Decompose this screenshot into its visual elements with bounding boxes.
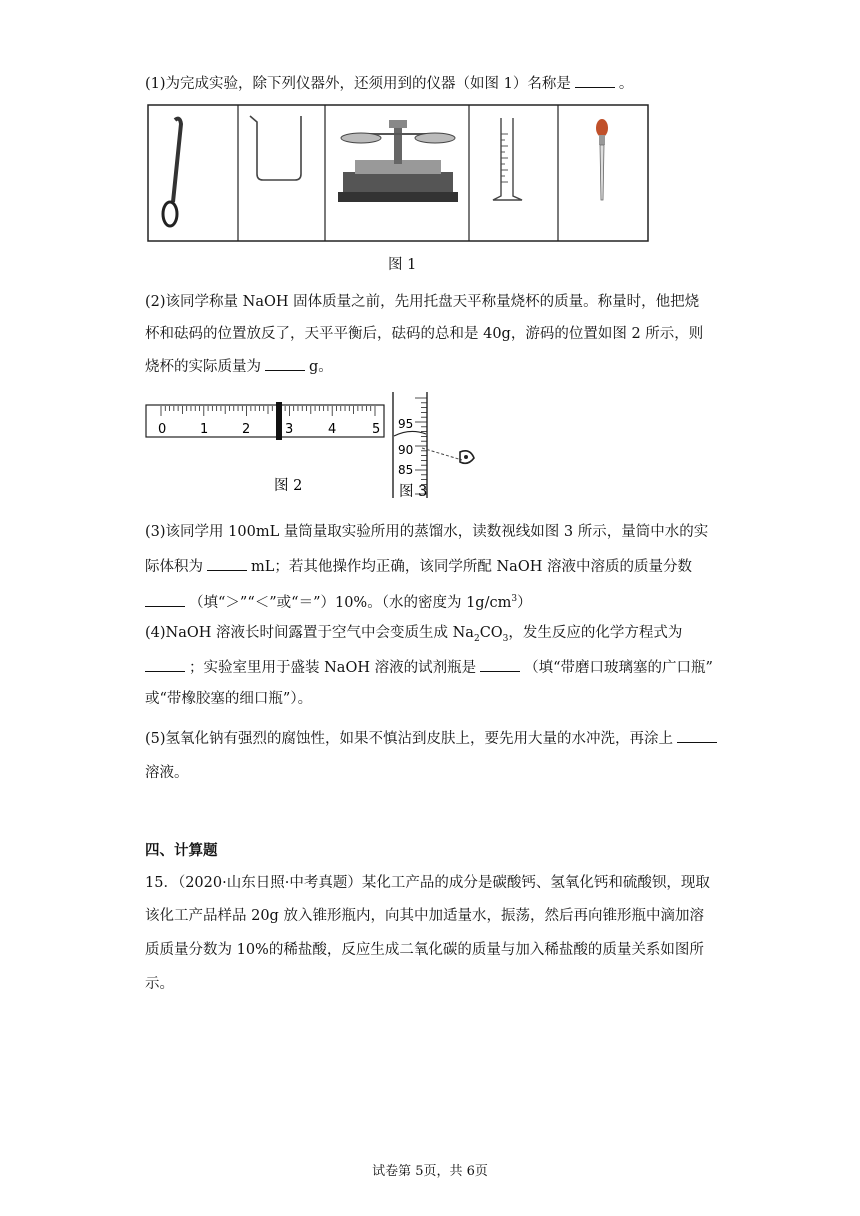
answer-blank (145, 592, 185, 607)
section-heading: 四、计算题 (145, 842, 218, 859)
medicine-spoon-icon (163, 119, 181, 226)
figure-3-caption: 图 3 (399, 484, 428, 500)
figure-1-caption: 图 1 (388, 257, 417, 273)
q3-line3: （填“＞”“＜”或“＝”）10%。（水的密度为 $1g/cm^3$） (145, 589, 532, 613)
dropper-icon (596, 119, 608, 200)
q4-line1: (4)NaOH 溶液长时间露置于空气中会变质生成 $Na_2CO_3$，发生反应的化学方程式为 (145, 625, 683, 644)
answer-blank (677, 728, 717, 743)
ruler-label-5: 5 (372, 422, 381, 437)
ruler-label-0: 0 (158, 422, 167, 437)
cylinder-reading-diagram (393, 392, 474, 498)
q15-line2: 该化工产品样品 20g 放入锥形瓶内，向其中加适量水，振荡，然后再向锥形瓶中滴加溶 (145, 908, 704, 924)
q4-line3: 或“带橡胶塞的细口瓶”）。 (145, 691, 313, 707)
answer-blank (145, 657, 185, 672)
figure-1-instruments (147, 104, 649, 242)
q15-line3: 质质量分数为 10%的稀盐酸，反应生成二氧化碳的质量与加入稀盐酸的质量关系如图所 (145, 942, 704, 958)
balance-scale-icon (338, 120, 458, 202)
rider-marker (276, 402, 282, 440)
answer-blank (480, 657, 520, 672)
q4-line2: ；实验室里用于盛装 NaOH 溶液的试剂瓶是 （填“带磨口玻璃塞的广口瓶” (145, 657, 713, 678)
graduated-cylinder-icon (493, 118, 522, 200)
cylinder-label-95: 95 (398, 417, 414, 431)
answer-blank (575, 73, 615, 88)
q5-line2: 溶液。 (145, 765, 189, 781)
ruler-label-4: 4 (328, 422, 337, 437)
balance-rider-ruler (146, 402, 384, 440)
q3-line1: (3)该同学用 100mL 量筒量取实验所用的蒸馏水，读数视线如图 3 所示，量筒中水的实 (145, 524, 709, 540)
q5-line1: (5)氢氧化钠有强烈的腐蚀性，如果不慎沾到皮肤上，要先用大量的水冲洗，再涂上 (145, 728, 721, 749)
ruler-label-2: 2 (242, 422, 251, 437)
q15-line1: 15．（2020·山东日照·中考真题）某化工产品的成分是碳酸钙、氢氧化钙和硫酸钡，现取 (145, 875, 710, 891)
q2-line1: (2)该同学称量 NaOH 固体质量之前，先用托盘天平称量烧杯的质量。称量时，他把烧 (145, 294, 700, 310)
ruler-label-3: 3 (285, 422, 294, 437)
q15-line4: 示。 (145, 976, 174, 992)
beaker-icon (250, 116, 301, 180)
ruler-label-1: 1 (200, 422, 209, 437)
cylinder-label-90: 90 (398, 443, 414, 457)
figure-2-3 (140, 388, 480, 503)
figure-2-caption: 图 2 (274, 478, 303, 494)
answer-blank (265, 356, 305, 371)
q2-line3: 烧杯的实际质量为 g。 (145, 356, 333, 377)
q3-line2: 际体积为 mL；若其他操作均正确，该同学所配 NaOH 溶液中溶质的质量分数 (145, 556, 692, 577)
q1-line1: (1)为完成实验，除下列仪器外，还须用到的仪器（如图 1）名称是 。 (145, 73, 633, 94)
q2-line2: 杯和砝码的位置放反了，天平平衡后，砝码的总和是 40g，游码的位置如图 2 所示，则 (145, 326, 704, 342)
eye-icon (460, 451, 474, 463)
answer-blank (207, 556, 247, 571)
page-footer: 试卷第 5页，共 6页 (372, 1164, 488, 1179)
cylinder-label-85: 85 (398, 463, 414, 477)
